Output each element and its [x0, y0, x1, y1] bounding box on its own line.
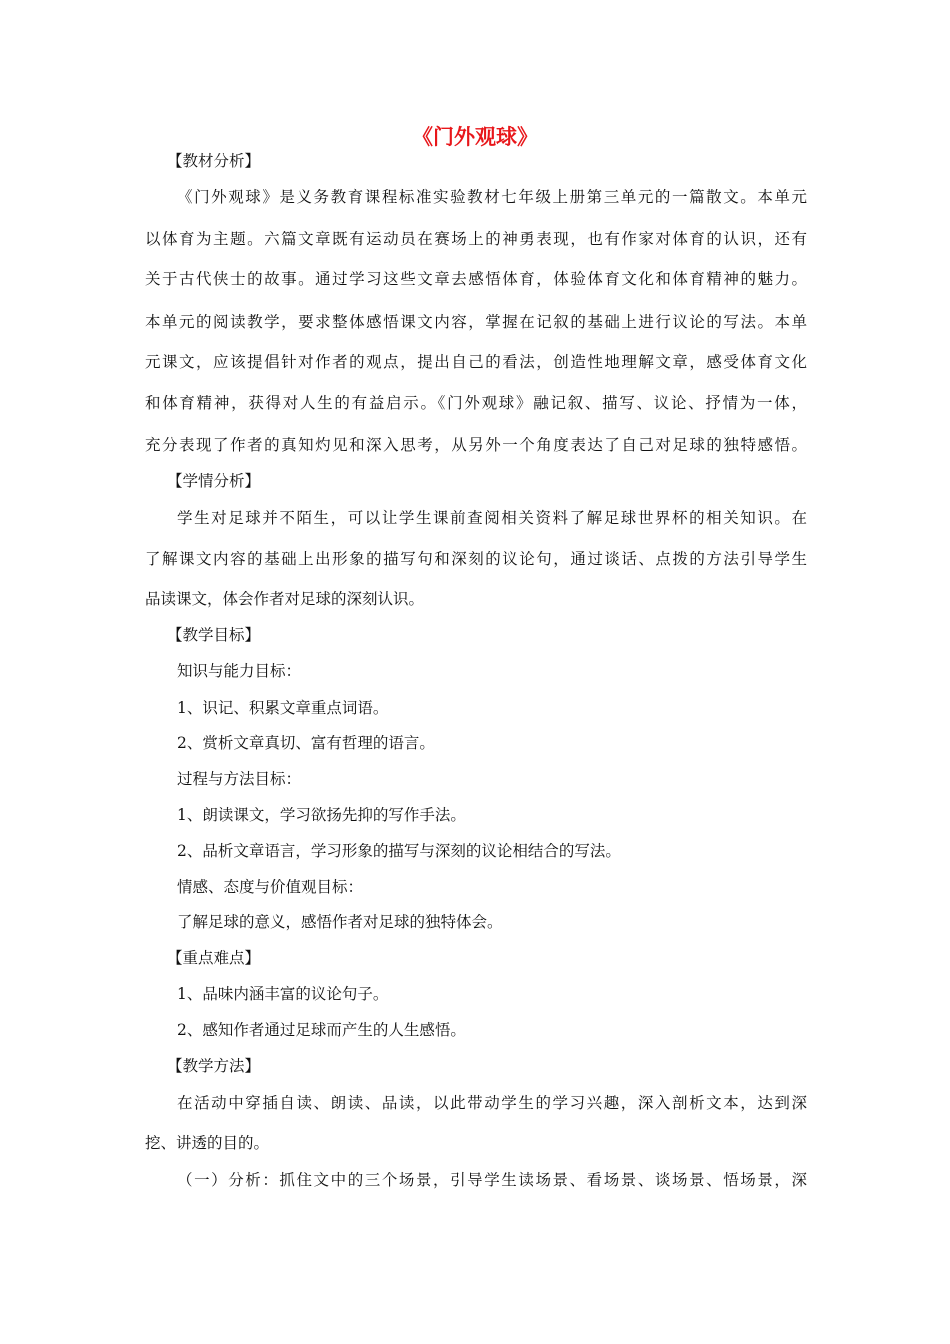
section-heading-textbook-analysis: 【教材分析】	[167, 152, 261, 170]
paragraph-line: 学生对足球并不陌生，可以让学生课前查阅相关资料了解足球世界杯的相关知识。在	[177, 509, 807, 527]
list-item: 2、赏析文章真切、富有哲理的语言。	[177, 734, 435, 752]
paragraph-line: 了解课文内容的基础上出形象的描写句和深刻的议论句，通过谈话、点拨的方法引导学生	[145, 550, 807, 568]
paragraph-line: （一）分析：抓住文中的三个场景，引导学生读场景、看场景、谈场景、悟场景，深	[177, 1171, 807, 1189]
paragraph-line: 关于古代侠士的故事。通过学习这些文章去感悟体育，体验体育文化和体育精神的魅力。	[145, 270, 807, 288]
list-item: 1、品味内涵丰富的议论句子。	[177, 985, 389, 1003]
paragraph-line: 充分表现了作者的真知灼见和深入思考，从另外一个角度表达了自己对足球的独特感悟。	[145, 436, 807, 454]
list-item: 2、感知作者通过足球而产生的人生感悟。	[177, 1021, 466, 1039]
list-item: 2、品析文章语言，学习形象的描写与深刻的议论相结合的写法。	[177, 842, 621, 860]
paragraph-line: 本单元的阅读教学，要求整体感悟课文内容，掌握在记叙的基础上进行议论的写法。本单	[145, 313, 807, 331]
paragraph-line: 以体育为主题。六篇文章既有运动员在赛场上的神勇表现，也有作家对体育的认识，还有	[145, 230, 807, 248]
paragraph-line: 挖、讲透的目的。	[145, 1134, 270, 1152]
paragraph-line: 《门外观球》是义务教育课程标准实验教材七年级上册第三单元的一篇散文。本单元	[177, 188, 807, 206]
list-item: 1、朗读课文，学习欲扬先抑的写作手法。	[177, 806, 466, 824]
list-item: 1、识记、积累文章重点词语。	[177, 699, 389, 717]
paragraph-line: 和体育精神，获得对人生的有益启示。《门外观球》融记叙、描写、议论、抒情为一体，	[145, 394, 807, 412]
section-heading-student-analysis: 【学情分析】	[167, 472, 261, 490]
paragraph-line: 了解足球的意义，感悟作者对足球的独特体会。	[177, 913, 503, 931]
section-heading-key-points: 【重点难点】	[167, 949, 261, 967]
paragraph-line: 品读课文，体会作者对足球的深刻认识。	[145, 590, 425, 608]
paragraph-line: 过程与方法目标：	[177, 770, 302, 788]
paragraph-line: 在活动中穿插自读、朗读、品读，以此带动学生的学习兴趣，深入剖析文本，达到深	[177, 1094, 807, 1112]
paragraph-line: 知识与能力目标：	[177, 662, 302, 680]
section-heading-teaching-goals: 【教学目标】	[167, 626, 261, 644]
paragraph-line: 情感、态度与价值观目标：	[177, 878, 364, 896]
document-title: 《门外观球》	[412, 125, 538, 149]
paragraph-line: 元课文，应该提倡针对作者的观点，提出自己的看法，创造性地理解文章，感受体育文化	[145, 353, 807, 371]
section-heading-teaching-methods: 【教学方法】	[167, 1057, 261, 1075]
